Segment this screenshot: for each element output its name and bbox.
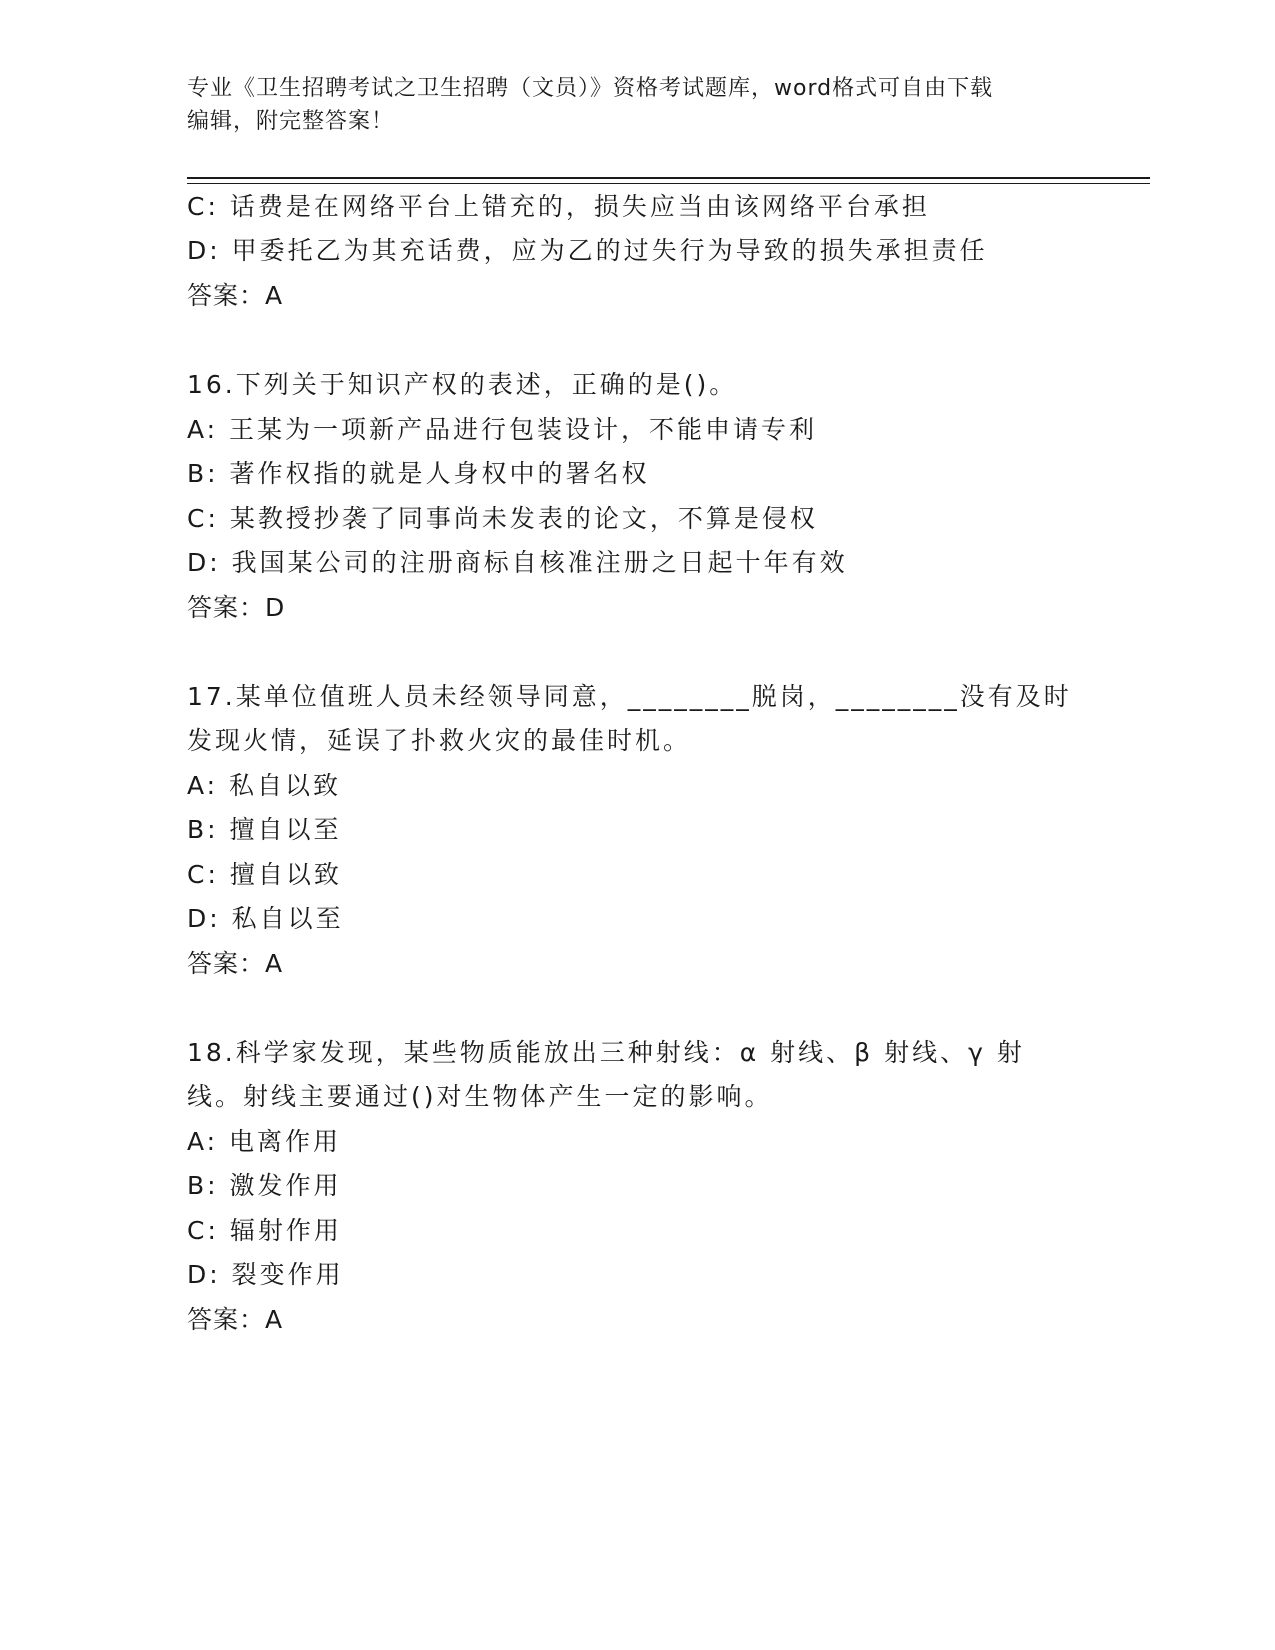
header-divider-thick [187, 177, 1150, 179]
q16-option-d: D: 我国某公司的注册商标自核准注册之日起十年有效 [187, 548, 848, 577]
q16-question: 16.下列关于知识产权的表述，正确的是()。 [187, 370, 738, 399]
q15-option-c: C: 话费是在网络平台上错充的，损失应当由该网络平台承担 [187, 192, 930, 221]
q17-question-line-1: 17.某单位值班人员未经领导同意，________脱岗，________没有及时 [187, 682, 1072, 711]
q17-option-d: D: 私自以至 [187, 904, 344, 933]
header-line-1: 专业《卫生招聘考试之卫生招聘（文员）》资格考试题库，word格式可自由下载 [187, 76, 994, 101]
header-line-2: 编辑，附完整答案！ [187, 109, 395, 134]
q17-option-a: A: 私自以致 [187, 771, 342, 800]
q18-option-a: A: 电离作用 [187, 1127, 342, 1156]
q18-question-line-2: 线。射线主要通过()对生物体产生一定的影响。 [187, 1082, 773, 1111]
header-divider-thin [187, 183, 1150, 184]
q16-option-a: A: 王某为一项新产品进行包装设计，不能申请专利 [187, 415, 818, 444]
q18-option-b: B: 激发作用 [187, 1171, 342, 1200]
document-header [187, 72, 1087, 138]
q18-option-d: D: 裂变作用 [187, 1260, 344, 1289]
q16-option-b: B: 著作权指的就是人身权中的署名权 [187, 459, 650, 488]
q18-option-c: C: 辐射作用 [187, 1216, 342, 1245]
q17-question-line-2: 发现火情，延误了扑救火灾的最佳时机。 [187, 726, 692, 755]
q15-answer: 答案：A [187, 281, 284, 310]
q15-option-d: D: 甲委托乙为其充话费，应为乙的过失行为导致的损失承担责任 [187, 236, 988, 265]
q16-option-c: C: 某教授抄袭了同事尚未发表的论文，不算是侵权 [187, 504, 818, 533]
q18-question-line-1: 18.科学家发现，某些物质能放出三种射线：α 射线、β 射线、γ 射 [187, 1038, 1025, 1067]
q16-answer: 答案：D [187, 593, 286, 622]
q17-answer: 答案：A [187, 949, 284, 978]
q17-option-c: C: 擅自以致 [187, 860, 342, 889]
q18-answer: 答案：A [187, 1305, 284, 1334]
q17-option-b: B: 擅自以至 [187, 815, 342, 844]
